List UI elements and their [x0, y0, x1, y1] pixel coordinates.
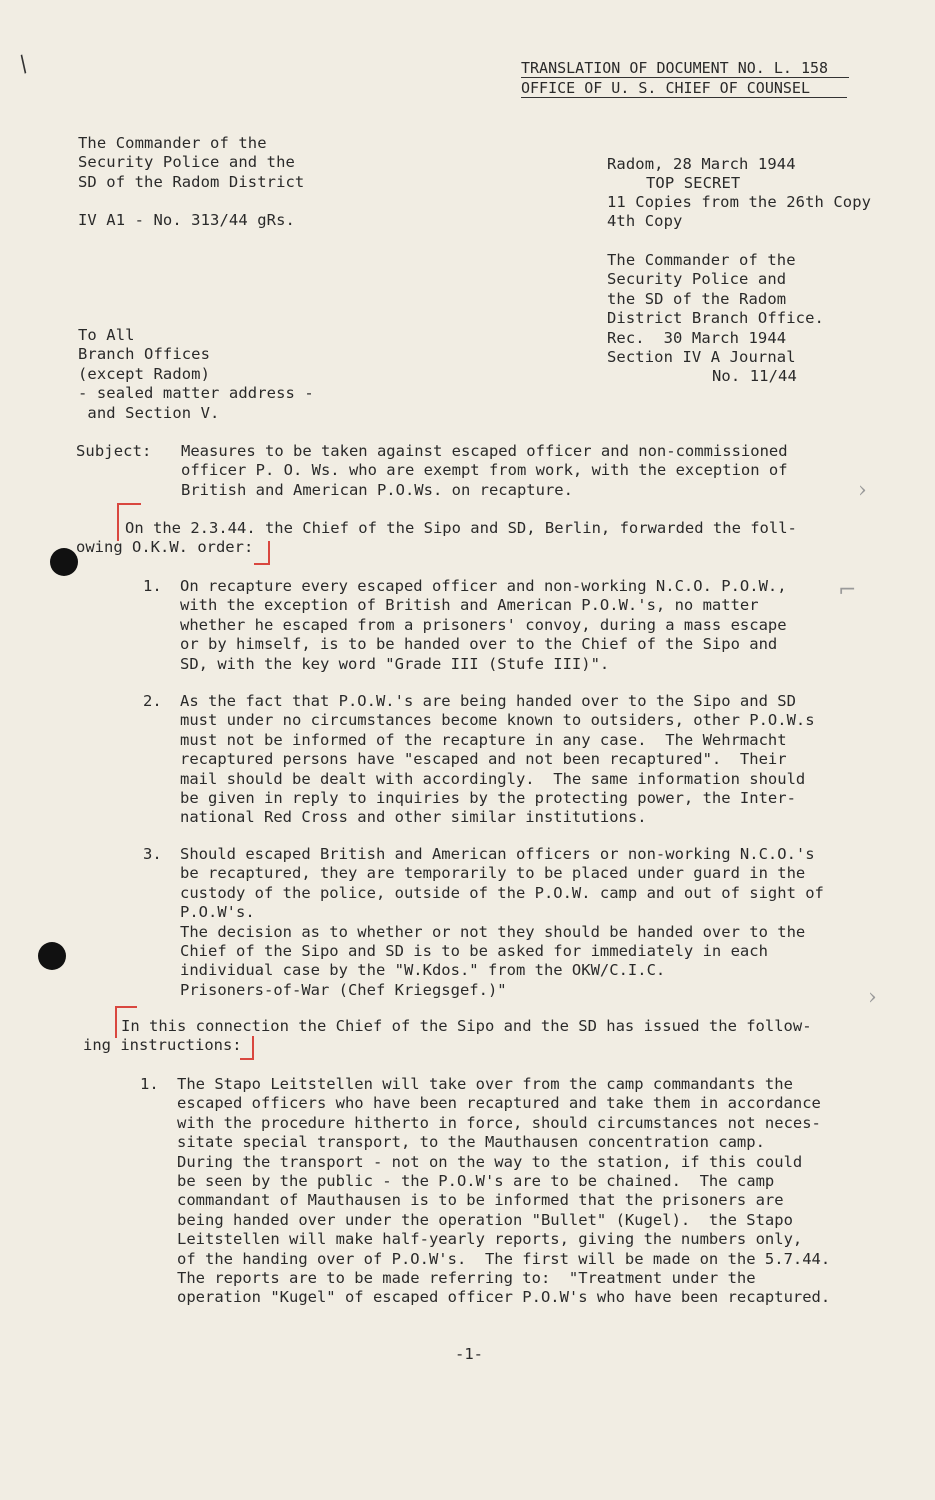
list-line: or by himself, is to be handed over to the Chief of the Sipo and	[180, 635, 778, 654]
file-number: IV A1 - No. 313/44 gRs.	[78, 211, 295, 229]
addressee-line: Branch Offices	[78, 345, 211, 364]
list-line: with the procedure hitherto in force, should circumstances not neces-	[177, 1113, 821, 1132]
addressee-line: and Section V.	[78, 403, 220, 422]
sender-block	[78, 134, 304, 192]
place-date: Radom, 28 March 1944	[607, 155, 796, 173]
intro-line: ing instructions:	[83, 1036, 242, 1055]
list-number: 1.	[143, 577, 162, 595]
list-line: commandant of Mauthausen is to be informed that the prisoners are	[177, 1191, 784, 1210]
list-line: with the exception of British and American P.O.W.'s, no matter	[180, 596, 759, 615]
list-line: be recaptured, they are temporarily to be placed under guard in the	[180, 864, 806, 883]
list-line: The reports are to be made referring to: "Treatment under the	[177, 1269, 756, 1288]
list-line: custody of the police, outside of the P.O.W. camp and out of sight of	[180, 883, 824, 902]
header-ref-line1: TRANSLATION OF DOCUMENT NO. L. 158	[521, 59, 829, 77]
list-line: SD, with the key word "Grade III (Stufe III)".	[180, 654, 610, 673]
addressee-line: (except Radom)	[78, 364, 211, 383]
intro-paragraph-2	[83, 1017, 812, 1056]
pen-mark: /	[14, 51, 34, 78]
subject-line: officer P. O. Ws. who are exempt from work, with the exception of	[181, 461, 788, 480]
addressee-line: To All	[78, 326, 135, 344]
list-line: whether he escaped from a prisoners' convoy, during a mass escape	[180, 615, 787, 634]
translation-header	[521, 58, 828, 98]
red-bracket-close	[240, 1036, 254, 1060]
received-stamp	[607, 251, 824, 387]
okw-order-item-1	[180, 577, 787, 674]
list-line: operation "Kugel" of escaped officer P.O.W's who have been recaptured.	[177, 1288, 831, 1307]
intro-line: In this connection the Chief of the Sipo and the SD has issued the follow-	[121, 1017, 812, 1035]
addressee-block	[78, 326, 314, 423]
page-number: -1-	[455, 1345, 483, 1363]
list-line: recaptured persons have "escaped and not been recaptured". Their	[180, 750, 787, 769]
sender-line: SD of the Radom District	[78, 172, 305, 191]
list-line: mail should be dealt with accordingly. The same information should	[180, 769, 806, 788]
copies: 11 Copies from the 26th Copy	[607, 193, 872, 211]
stamp-line: the SD of the Radom	[607, 289, 787, 308]
list-line: Leitstellen will make half-yearly reports, giving the numbers only,	[177, 1230, 803, 1249]
subject-label: Subject:	[76, 442, 152, 460]
list-line: be seen by the public - the P.O.W's are to be chained. The camp	[177, 1172, 775, 1191]
header-underline	[521, 97, 847, 98]
list-number: 1.	[140, 1075, 159, 1093]
intro-paragraph-1	[76, 519, 797, 558]
list-line: individual case by the "W.Kdos." from the OKW/C.I.C.	[180, 961, 666, 980]
subject-text	[181, 442, 788, 500]
intro-line: On the 2.3.44. the Chief of the Sipo and SD, Berlin, forwarded the foll-	[125, 519, 797, 537]
stamp-line: The Commander of the	[607, 251, 796, 269]
list-line: Chief of the Sipo and SD is to be asked for immediately in each	[180, 942, 768, 961]
list-line: be given in reply to inquiries by the protecting power, the Inter-	[180, 789, 796, 808]
stamp-line: Section IV A Journal	[607, 348, 796, 367]
list-line: As the fact that P.O.W.'s are being handed over to the Sipo and SD	[180, 692, 796, 710]
pencil-mark: ›	[858, 478, 867, 503]
classification: TOP SECRET	[646, 174, 741, 192]
list-number: 3.	[143, 845, 162, 863]
instruction-item-1	[177, 1075, 830, 1308]
sender-line: Security Police and the	[78, 153, 295, 172]
list-line: must under no circumstances become known to outsiders, other P.O.W.s	[180, 711, 815, 730]
okw-order-item-3	[180, 845, 824, 1000]
punch-hole	[50, 548, 78, 576]
subject-line: British and American P.O.Ws. on recapture.	[181, 480, 573, 499]
list-line: During the transport - not on the way to the station, if this could	[177, 1152, 803, 1171]
list-line: Prisoners-of-War (Chef Kriegsgef.)"	[180, 980, 507, 999]
intro-line: owing O.K.W. order:	[76, 538, 254, 557]
okw-order-item-2	[180, 692, 815, 828]
pencil-mark: ›	[868, 985, 877, 1010]
list-line: sitate special transport, to the Mauthausen concentration camp.	[177, 1133, 765, 1152]
copy-number: 4th Copy	[607, 212, 683, 230]
list-line: P.O.W's.	[180, 903, 255, 922]
punch-hole	[38, 942, 66, 970]
list-line: escaped officers who have been recaptured and take them in accordance	[177, 1094, 821, 1113]
stamp-line: District Branch Office.	[607, 309, 824, 328]
stamp-line: No. 11/44	[712, 367, 797, 386]
list-line: national Red Cross and other similar institutions.	[180, 808, 647, 827]
list-line: The Stapo Leitstellen will take over from the camp commandants the	[177, 1075, 793, 1093]
stamp-line: Rec. 30 March 1944	[607, 328, 787, 347]
list-number: 2.	[143, 692, 162, 710]
list-line: must not be informed of the recapture in any case. The Wehrmacht	[180, 730, 787, 749]
header-underline	[521, 77, 849, 78]
list-line: Should escaped British and American officers or non-working N.C.O.'s	[180, 845, 815, 863]
list-line: The decision as to whether or not they should be handed over to the	[180, 922, 806, 941]
list-line: being handed over under the operation "Bullet" (Kugel). the Stapo	[177, 1210, 793, 1229]
stamp-line: Security Police and	[607, 270, 787, 289]
sender-line: The Commander of the	[78, 134, 267, 152]
list-line: of the handing over of P.O.W's. The first will be made on the 5.7.44.	[177, 1249, 831, 1268]
list-line: On recapture every escaped officer and non-working N.C.O. P.O.W.,	[180, 577, 787, 595]
pencil-mark: ⌐	[838, 578, 857, 603]
red-bracket-close	[254, 541, 270, 565]
header-ref-line2: OFFICE OF U. S. CHIEF OF COUNSEL	[521, 79, 810, 97]
subject-line: Measures to be taken against escaped officer and non-commissioned	[181, 442, 788, 460]
addressee-line: - sealed matter address -	[78, 384, 314, 403]
